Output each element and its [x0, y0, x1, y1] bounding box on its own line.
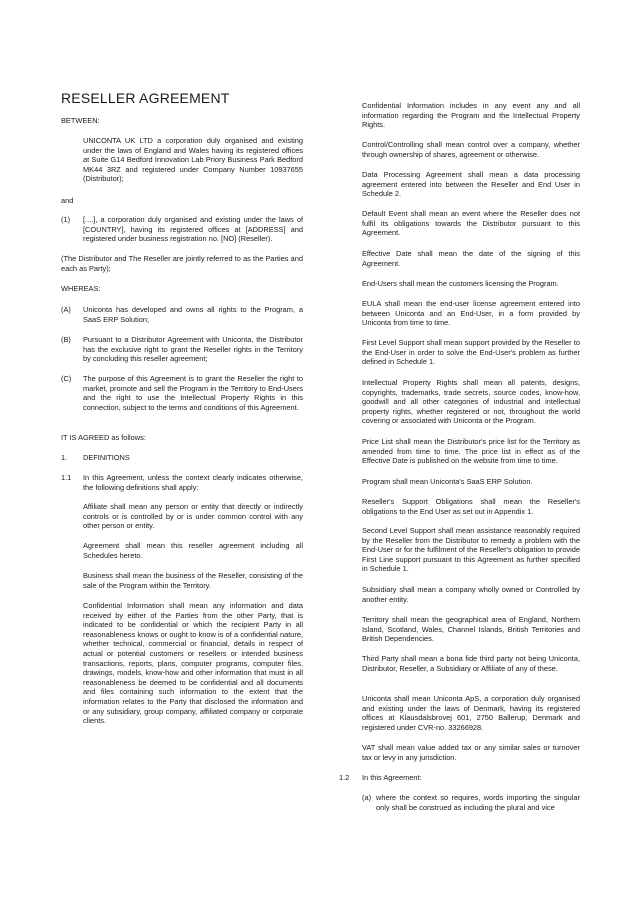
- recital-a: [61, 305, 303, 324]
- recital-a-text: Uniconta has developed and owns all rights to the Program, a SaaS ERP Solution;: [83, 305, 303, 324]
- party-reseller-text: [....], a corporation duly organised and existing under the laws of [COUNTRY], having its registered offices at [ADDRESS] and registered under business registration no. [NO] (Reseller).: [83, 215, 303, 244]
- party-reseller-number: (1): [61, 215, 71, 224]
- recital-b-number: (B): [61, 335, 71, 344]
- clause-1-2: [339, 773, 580, 783]
- section-1-number: 1.: [61, 453, 68, 462]
- definition-eula: EULA shall mean the end-user license agreement entered into between Uniconta and an End-User, in a form provided by Uniconta from time to time.: [362, 299, 580, 328]
- and-label: and: [61, 196, 74, 205]
- party-distributor: UNICONTA UK LTD a corporation duly organised and existing under the laws of England and Wales having its registered offices at Suite G14 Bedford Innovation Lab Priory Business Park Bedford MK44 3RZ and registered under Company Number 10937655 (Distributor);: [83, 136, 303, 184]
- clause-1-1-text: In this Agreement, unless the context clearly indicates otherwise, the following definitions shall apply:: [83, 473, 303, 492]
- definition-business: Business shall mean the business of the Reseller, consisting of the sale of the Program within the Territory.: [83, 571, 303, 590]
- clause-1-2-a-text: where the context so requires, words importing the singular only shall be construed as including the plural and vice: [376, 793, 580, 812]
- definition-resellers-support-obligations: Reseller's Support Obligations shall mean the Reseller's obligations to the End User as set out in Appendix 1.: [362, 497, 580, 516]
- clause-1-2-a: [362, 793, 580, 812]
- page-title: RESELLER AGREEMENT: [61, 90, 230, 106]
- definition-intellectual-property-rights: Intellectual Property Rights shall mean all patents, designs, copyrights, trademarks, trade secrets, source codes, know-how, goodwill and all other categories of industrial and intellectual property rights, whether registered or not, throughout the world covering or associated with Uniconta or the Program.: [362, 378, 580, 426]
- clause-1-2-number: 1.2: [339, 773, 350, 782]
- definition-uniconta: Uniconta shall mean Uniconta ApS, a corporation duly organised and existing under the laws of Denmark, having its registered offices at Klausdalsbrovej 601, 2750 Ballerup, Denmark and registered under CVR-no. 33266928.: [362, 694, 580, 732]
- recital-b-text: Pursuant to a Distributor Agreement with Uniconta, the Distributor has the exclusive right to grant the Reseller rights in the Territory by concluding this reseller agreement;: [83, 335, 303, 364]
- section-1-heading: [61, 453, 303, 463]
- definition-agreement: Agreement shall mean this reseller agreement including all Schedules hereto.: [83, 541, 303, 560]
- definition-effective-date: Effective Date shall mean the date of the signing of this Agreement.: [362, 249, 580, 268]
- definition-confidential-information: Confidential Information shall mean any information and data received by either of the Parties from the other Party, that is indicated to be confidential or which the recipient Party in all reasonableness knows or ought to know is of a confidential nature, whether technical, commercial or financial, details in respect of actual or potential customers or resellers or intended business transactions, reports, plans, computer programs, computer files, drawings, models, know-how and other information that must in all reasonableness be deemed to be confidential and all documents and files containing such information to the extent that the information relates to the Party that disclosed the information and or any subsidiary, group company, affiliated company or corporate clients.: [83, 601, 303, 726]
- definition-first-level-support: First Level Support shall mean support provided by the Reseller to the End-User in order to solve the End-User's problem as further defined in Schedule 1.: [362, 338, 580, 367]
- definition-price-list: Price List shall mean the Distributor's price list for the Territory as amended from time to time. The price list in effect as of the Effective Date is published on the website from time to time.: [362, 437, 580, 466]
- clause-1-2-text: In this Agreement:: [362, 773, 422, 782]
- definition-third-party: Third Party shall mean a bona fide third party not being Uniconta, Distributor, Reseller, a Subsidiary or Affiliate of any of these.: [362, 654, 580, 673]
- party-reseller: [61, 215, 303, 244]
- definition-end-users: End-Users shall mean the customers licensing the Program.: [362, 279, 559, 288]
- definition-program: Program shall mean Uniconta's SaaS ERP Solution.: [362, 477, 533, 486]
- definition-vat: VAT shall mean value added tax or any similar sales or turnover tax or levy in any jurisdiction.: [362, 743, 580, 762]
- confidential-information-continued: Confidential Information includes in any event any and all information regarding the Program and the Intellectual Property Rights.: [362, 101, 580, 130]
- recital-c-text: The purpose of this Agreement is to grant the Reseller the right to market, promote and sell the Program in the Territory to End-Users and the right to use the Intellectual Property Rights in this connection, subject to the terms and conditions of this Agreement.: [83, 374, 303, 412]
- recital-b: [61, 335, 303, 364]
- clause-1-1: [61, 473, 303, 492]
- definition-subsidiary: Subsidiary shall mean a company wholly owned or Controlled by another entity.: [362, 585, 580, 604]
- definition-territory: Territory shall mean the geographical area of England, Northern Island, Scotland, Wales, Channel Islands, British Territories and British Dependencies.: [362, 615, 580, 644]
- definition-second-level-support: Second Level Support shall mean assistance reasonably required by the Reseller from the Distributor to remedy a problem with the End-User or for the fulfilment of the Reseller's obligation to provide First Line support pursuant to this Agreement as further specified in Schedule 1.: [362, 526, 580, 574]
- parties-note: (The Distributor and The Reseller are jointly referred to as the Parties and each as Party);: [61, 254, 303, 273]
- clause-1-2-a-number: (a): [362, 793, 372, 802]
- whereas-heading: WHEREAS:: [61, 284, 101, 293]
- definition-default-event: Default Event shall mean an event where the Reseller does not fulfil its obligations towards the Distributor pursuant to this Agreement.: [362, 209, 580, 238]
- recital-c-number: (C): [61, 374, 72, 383]
- recital-a-number: (A): [61, 305, 71, 314]
- agreed-line: IT IS AGREED as follows:: [61, 433, 146, 442]
- section-1-title: DEFINITIONS: [83, 453, 130, 462]
- clause-1-1-number: 1.1: [61, 473, 72, 482]
- definition-affiliate: Affiliate shall mean any person or entity that directly or indirectly controls or is controlled by or is under common control with any other person or entity.: [83, 502, 303, 531]
- definition-control: Control/Controlling shall mean control over a company, whether through ownership of shares, agreement or otherwise.: [362, 140, 580, 159]
- definition-data-processing-agreement: Data Processing Agreement shall mean a data processing agreement entered into between the Reseller and End User in Schedule 2.: [362, 170, 580, 199]
- recital-c: [61, 374, 303, 412]
- between-heading: BETWEEN:: [61, 116, 100, 125]
